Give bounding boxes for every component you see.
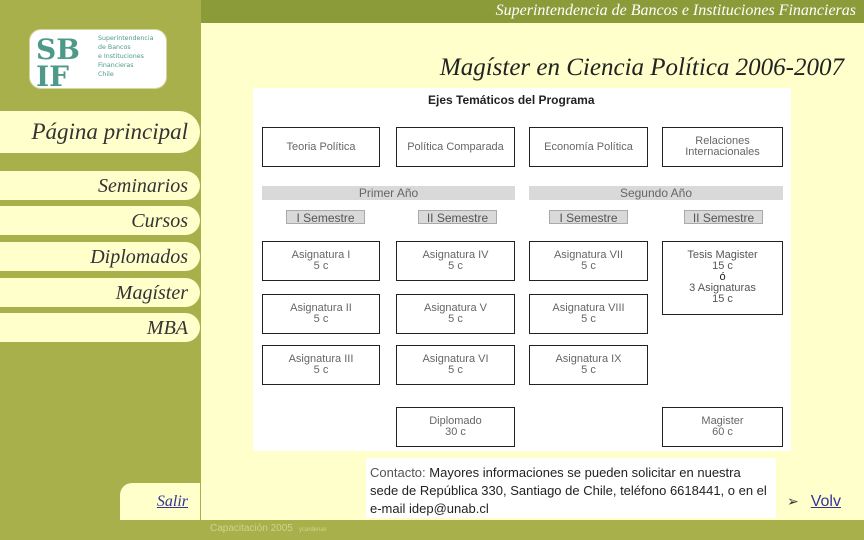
arrow-right-icon: ➢ — [787, 493, 799, 509]
course-box: Asignatura VI 5 c — [396, 345, 515, 385]
course-box: Asignatura V 5 c — [396, 294, 515, 334]
eje-politica-comparada: Política Comparada — [396, 127, 515, 167]
contact-text: Mayores informaciones se pueden solicitar en nuestra sede de República 330, Santiago de Chile, teléfono 6618441, o en el e-mail idep@unab.cl — [370, 465, 767, 516]
course-box: Asignatura VII 5 c — [529, 241, 648, 281]
svg-text:Superintendencia: Superintendencia — [98, 35, 154, 42]
footer-text: Capacitación 2005 — [210, 523, 293, 534]
semester-label: II Semestre — [684, 210, 763, 224]
year-bar-1: Primer Año — [262, 186, 515, 200]
nav-mba[interactable]: MBA — [0, 313, 200, 342]
nav-diplomados[interactable]: Diplomados — [0, 242, 200, 271]
nav-home[interactable]: Página principal — [0, 111, 200, 153]
nav-cursos[interactable]: Cursos — [0, 206, 200, 235]
svg-text:e Instituciones: e Instituciones — [98, 53, 144, 60]
diplomado-box: Diplomado 30 c — [396, 407, 515, 447]
course-box: Asignatura II 5 c — [262, 294, 380, 334]
nav-seminarios[interactable]: Seminarios — [0, 171, 200, 200]
course-box: Asignatura VIII 5 c — [529, 294, 648, 334]
logo-letters-bottom: IF — [36, 60, 69, 89]
tesis-box: Tesis Magister 15 c ó 3 Asignaturas 15 c — [662, 241, 783, 315]
nav-magister[interactable]: Magíster — [0, 278, 200, 307]
footer-author: ycardenas — [299, 527, 327, 533]
contact-label: Contacto: — [370, 465, 426, 480]
semester-label: I Semestre — [549, 210, 628, 224]
sbif-logo — [29, 29, 167, 89]
course-box: Asignatura IX 5 c — [529, 345, 648, 385]
magister-box: Magister 60 c — [662, 407, 783, 447]
eje-economia-politica: Economía Política — [529, 127, 648, 167]
semester-label: I Semestre — [286, 210, 365, 224]
diagram-heading: Ejes Temáticos del Programa — [428, 93, 595, 107]
institution-name: Superintendencia de Bancos e Instituciones Financieras — [495, 2, 856, 19]
footer-bar — [201, 520, 864, 540]
logo-letters-top: SB — [36, 33, 80, 66]
svg-text:Financieras: Financieras — [98, 62, 134, 69]
svg-text:Chile: Chile — [98, 71, 114, 78]
eje-relaciones-internacionales: Relaciones Internacionales — [662, 127, 783, 167]
svg-text:de Bancos: de Bancos — [98, 44, 131, 51]
salir-link[interactable]: Salir — [156, 493, 188, 510]
course-box: Asignatura I 5 c — [262, 241, 380, 281]
year-bar-2: Segundo Año — [529, 186, 783, 200]
semester-label: II Semestre — [418, 210, 497, 224]
page-title: Magíster en Ciencia Política 2006-2007 — [439, 54, 844, 81]
volver-label: Volv — [810, 493, 841, 510]
program-diagram — [253, 88, 791, 451]
header-bar — [201, 0, 864, 23]
eje-teoria-politica: Teoria Política — [262, 127, 380, 167]
volver-link[interactable] — [787, 493, 841, 511]
salir-panel — [120, 483, 200, 520]
contact-info — [366, 458, 776, 518]
course-box: Asignatura IV 5 c — [396, 241, 515, 281]
course-box: Asignatura III 5 c — [262, 345, 380, 385]
